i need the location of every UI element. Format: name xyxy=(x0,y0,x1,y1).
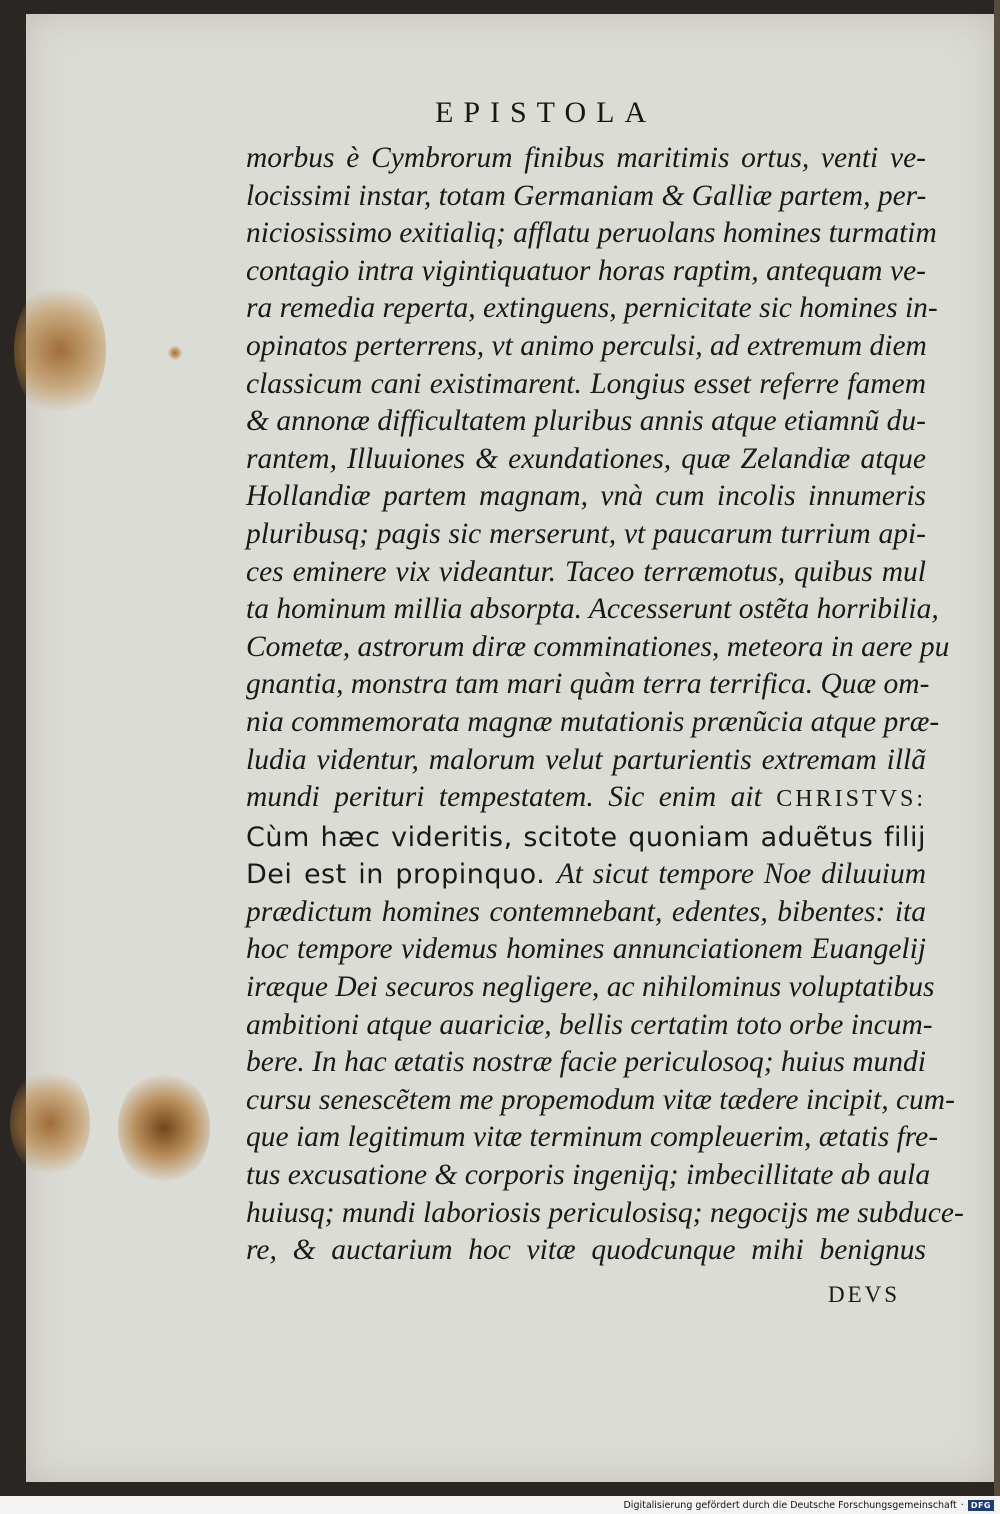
text-segment: Cometæ, astrorum diræ comminationes, meteora in aere pu xyxy=(246,630,950,663)
text-segment: Cùm hæc videritis, scitote quoniam aduẽtus filij xyxy=(246,821,926,853)
running-head: EPISTOLA xyxy=(435,96,657,129)
text-segment: ces eminere vix videantur. Taceo terræmotus, quibus mul xyxy=(246,555,926,588)
text-segment: mundi perituri tempestatem. Sic enim ait xyxy=(246,781,777,814)
text-line xyxy=(246,403,926,441)
text-line xyxy=(246,478,926,516)
catchword: DEVS xyxy=(828,1282,901,1307)
text-segment: bere. In hac ætatis nostræ facie periculosoq; huius mundi xyxy=(246,1046,926,1079)
text-segment: pluribusq; pagis sic merserunt, vt paucarum turrium api- xyxy=(246,517,926,550)
text-line xyxy=(246,253,926,291)
text-segment: que iam legitimum vitæ terminum compleuerim, ætatis fre- xyxy=(246,1121,939,1154)
text-segment: ludia videntur, malorum velut parturientis extremam illã xyxy=(246,743,926,776)
text-segment: rantem, Illuuiones & exundationes, quæ Zelandiæ atque xyxy=(246,442,926,475)
dfg-logo-icon: DFG xyxy=(968,1500,994,1511)
text-segment: CHRISTVS: xyxy=(776,786,926,813)
text-line xyxy=(246,290,938,328)
text-segment: & annonæ difficultatem pluribus annis atque etiamnũ du- xyxy=(246,405,926,438)
text-line xyxy=(246,629,950,667)
text-line xyxy=(246,366,926,404)
text-line xyxy=(246,554,926,592)
text-line xyxy=(246,1119,939,1157)
text-segment: re, & auctarium hoc vitæ quodcunque mihi benignus xyxy=(246,1234,926,1267)
text-line xyxy=(246,591,939,629)
text-segment: tus excusatione & corporis ingenijq; imbecillitate ab aula xyxy=(246,1159,931,1192)
text-segment: At sicut tempore Noe diluuium xyxy=(556,858,926,891)
text-segment: contagio intra vigintiquatuor horas raptim, antequam ve- xyxy=(246,254,926,287)
book-edge xyxy=(994,0,1000,1496)
text-line xyxy=(246,215,937,253)
text-segment: hoc tempore videmus homines annunciationem Euangelij xyxy=(246,933,926,966)
text-line xyxy=(246,969,935,1007)
text-segment: huiusq; mundi laboriosis periculosisq; negocijs me subduce- xyxy=(246,1196,964,1229)
text-line xyxy=(246,1195,964,1233)
text-line xyxy=(246,178,926,216)
text-segment: nia commemorata magnæ mutationis prænũcia atque præ- xyxy=(246,705,940,738)
text-line xyxy=(246,856,926,894)
text-segment: Dei est in propinquo. xyxy=(246,859,557,891)
text-segment: cursu senescẽtem me propemodum vitæ tædere incipit, cum- xyxy=(246,1083,955,1116)
foxing-stain xyxy=(168,346,182,360)
text-segment: ta hominum millia absorpta. Accesserunt ostẽta horribilia, xyxy=(246,593,939,626)
text-line xyxy=(246,704,940,742)
text-segment: gnantia, monstra tam mari quàm terra terrifica. Quæ om- xyxy=(246,668,930,701)
footer-credit: Digitalisierung gefördert durch die Deutsche Forschungsgemeinschaft xyxy=(623,1499,957,1511)
text-segment: morbus è Cymbrorum finibus maritimis ortus, venti ve- xyxy=(246,142,926,174)
text-line xyxy=(246,1007,933,1045)
text-line xyxy=(246,742,926,780)
text-line xyxy=(246,441,926,479)
text-segment: ambitioni atque auariciæ, bellis certatim toto orbe incum- xyxy=(246,1008,933,1041)
text-segment: iræque Dei securos negligere, ac nihilominus voluptatibus xyxy=(246,971,935,1004)
text-line xyxy=(246,1082,955,1120)
text-segment: locissimi instar, totam Germaniam & Galliæ partem, per- xyxy=(246,179,927,212)
text-line xyxy=(246,140,926,178)
text-segment: Hollandiæ partem magnam, vnà cum incolis innumeris xyxy=(246,480,926,513)
body-text xyxy=(246,140,964,1270)
text-segment: ra remedia reperta, extinguens, pernicitate sic homines in- xyxy=(246,292,938,325)
text-line xyxy=(246,666,930,704)
text-line xyxy=(246,1157,931,1195)
text-line xyxy=(246,516,926,554)
text-line xyxy=(246,328,926,366)
text-line xyxy=(246,1044,926,1082)
text-line xyxy=(246,931,926,969)
digitization-footer: Digitalisierung gefördert durch die Deutsche Forschungsgemeinschaft · DFG xyxy=(623,1496,994,1514)
text-line xyxy=(246,779,926,819)
foxing-stain xyxy=(14,280,106,420)
text-line xyxy=(246,1232,926,1270)
text-segment: classicum cani existimarent. Longius esset referre famem xyxy=(246,367,926,400)
text-line xyxy=(246,894,926,932)
foxing-stain xyxy=(118,1072,210,1184)
text-segment: prædictum homines contemnebant, edentes, bibentes: ita xyxy=(246,895,926,928)
text-segment: opinatos perterrens, vt animo perculsi, ad extremum diem xyxy=(246,329,927,362)
text-segment: niciosissimo exitialiq; afflatu peruolans homines turmatim xyxy=(246,217,937,250)
foxing-stain xyxy=(10,1068,90,1178)
text-line xyxy=(246,819,926,857)
